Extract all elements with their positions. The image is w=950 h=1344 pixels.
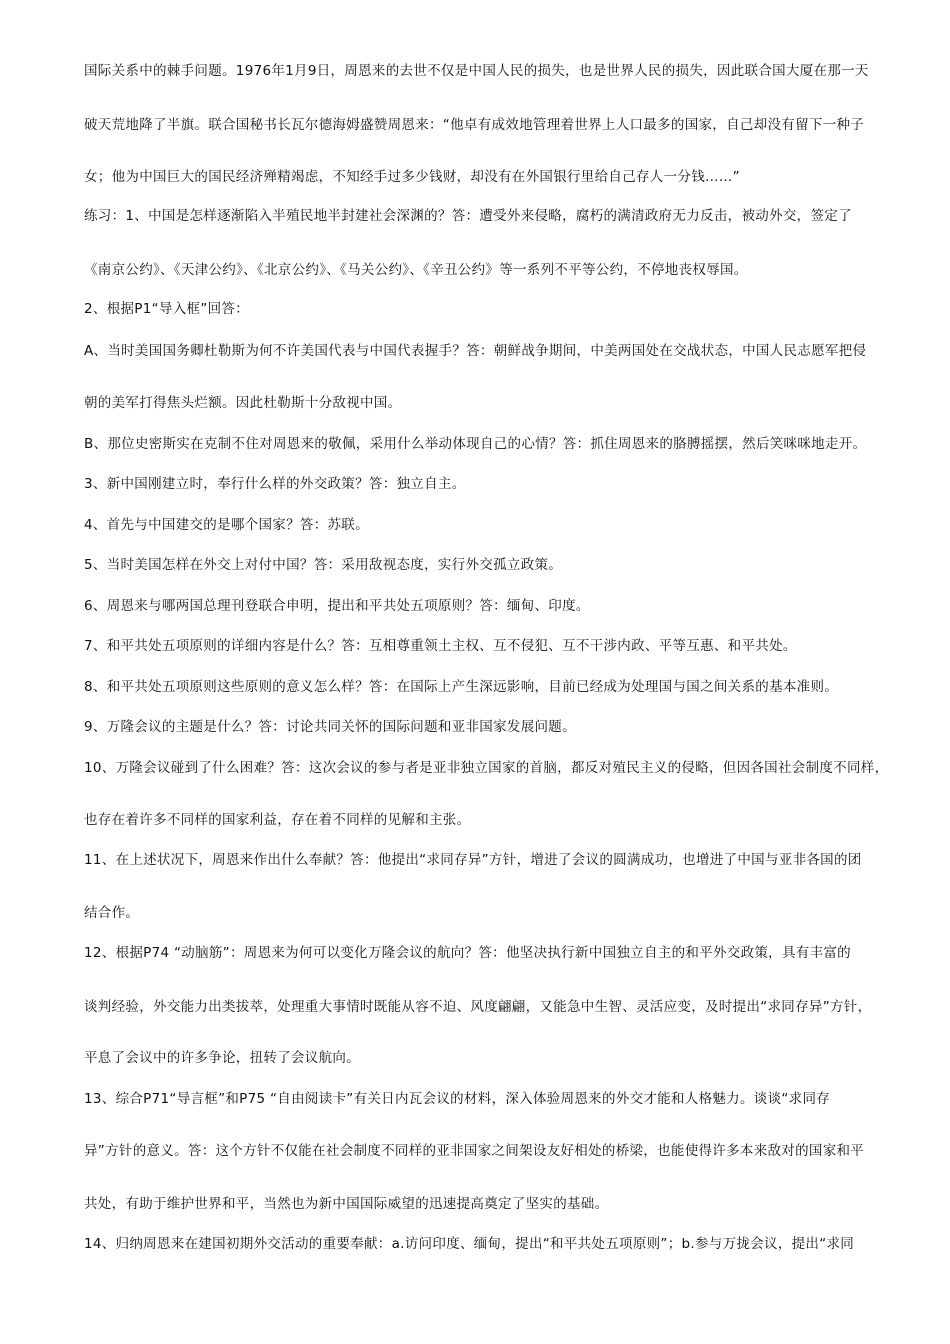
text-line: 13、综合P71“导言框”和P75 “自由阅读卡”有关日内瓦会议的材料，深入体验周恩来的外交才能和人格魅力。谈谈“求同存 — [84, 1091, 831, 1107]
text-line: A、当时美国国务卿杜勒斯为何不许美国代表与中国代表握手？答：朝鲜战争期间，中美两国处在交战状态，中国人民志愿军把侵 — [84, 343, 867, 359]
text-line: 结合作。 — [84, 905, 140, 921]
text-line: 国际关系中的棘手问题。1976年1月9日，周恩来的去世不仅是中国人民的损失，也是世界人民的损失，因此联合国大厦在那一天 — [84, 63, 869, 79]
text-line: 11、在上述状况下，周恩来作出什么奉献？答：他提出“求同存异”方针，增进了会议的圆满成功，也增进了中国与亚非各国的团 — [84, 852, 862, 868]
text-line: 朝的美军打得焦头烂额。因此杜勒斯十分敌视中国。 — [84, 395, 402, 411]
text-line: 3、新中国刚建立时，奉行什么样的外交政策？答：独立自主。 — [84, 476, 466, 492]
text-line: 5、当时美国怎样在外交上对付中国？答：采用敌视态度，实行外交孤立政策。 — [84, 557, 563, 573]
text-line: 14、归纳周恩来在建国初期外交活动的重要奉献：a.访问印度、缅甸，提出“和平共处五项原则”；b.参与万拢会议，提出“求同 — [84, 1236, 855, 1252]
text-line: 7、和平共处五项原则的详细内容是什么？答：互相尊重领土主权、互不侵犯、互不干涉内政、平等互惠、和平共处。 — [84, 638, 797, 654]
text-line: 9、万隆会议的主题是什么？答：讨论共同关怀的国际问题和亚非国家发展问题。 — [84, 719, 576, 735]
text-line: 练习：1、中国是怎样逐渐陷入半殖民地半封建社会深渊的？答：遭受外来侵略，腐朽的满清政府无力反击，被动外交，签定了 — [84, 208, 852, 224]
text-line: 谈判经验，外交能力出类拔萃，处理重大事情时既能从容不迫、风度翩翩，又能急中生智、灵活应变，及时提出“求同存异”方针， — [84, 999, 872, 1015]
text-line: 12、根据P74 “动脑筋”：周恩来为何可以变化万隆会议的航向？答：他坚决执行新中国独立自主的和平外交政策，具有丰富的 — [84, 945, 851, 961]
text-line: 4、首先与中国建交的是哪个国家？答：苏联。 — [84, 517, 369, 533]
text-line: 异”方针的意义。答：这个方针不仅能在社会制度不同样的亚非国家之间架设友好相处的桥梁，也能使得许多本来敌对的国家和平 — [84, 1143, 865, 1159]
text-line: 10、万隆会议碰到了什么困难？答：这次会议的参与者是亚非独立国家的首脑，都反对殖民主义的侵略，但因各国社会制度不同样， — [84, 760, 889, 776]
text-line: 6、周恩来与哪两国总理刊登联合申明，提出和平共处五项原则？答：缅甸、印度。 — [84, 598, 590, 614]
text-line: B、那位史密斯实在克制不住对周恩来的敬佩，采用什么举动体现自己的心情？答：抓住周恩来的胳膊摇摆，然后笑咪咪地走开。 — [84, 436, 867, 452]
text-line: 8、和平共处五项原则这些原则的意义怎么样？答：在国际上产生深远影响，目前已经成为处理国与国之间关系的基本准则。 — [84, 679, 839, 695]
text-line: 也存在着许多不同样的国家利益，存在着不同样的见解和主张。 — [84, 812, 471, 828]
text-line: 共处，有助于维护世界和平，当然也为新中国国际威望的迅速提高奠定了坚实的基础。 — [84, 1196, 609, 1212]
text-line: 平息了会议中的许多争论，扭转了会议航向。 — [84, 1050, 360, 1066]
text-line: 《南京公约》、《天津公约》、《北京公约》、《马关公约》、《辛丑公约》等一系列不平等公约，不停地丧权辱国。 — [84, 262, 748, 278]
text-line: 女；他为中国巨大的国民经济殚精竭虑，不知经手过多少钱财，却没有在外国银行里给自己存人一分钱……” — [84, 169, 740, 185]
text-line: 破天荒地降了半旗。联合国秘书长瓦尔德海姆盛赞周恩来：“他卓有成效地管理着世界上人口最多的国家，自己却没有留下一种子 — [84, 117, 865, 133]
text-line: 2、根据P1“导入框”回答： — [84, 301, 250, 317]
